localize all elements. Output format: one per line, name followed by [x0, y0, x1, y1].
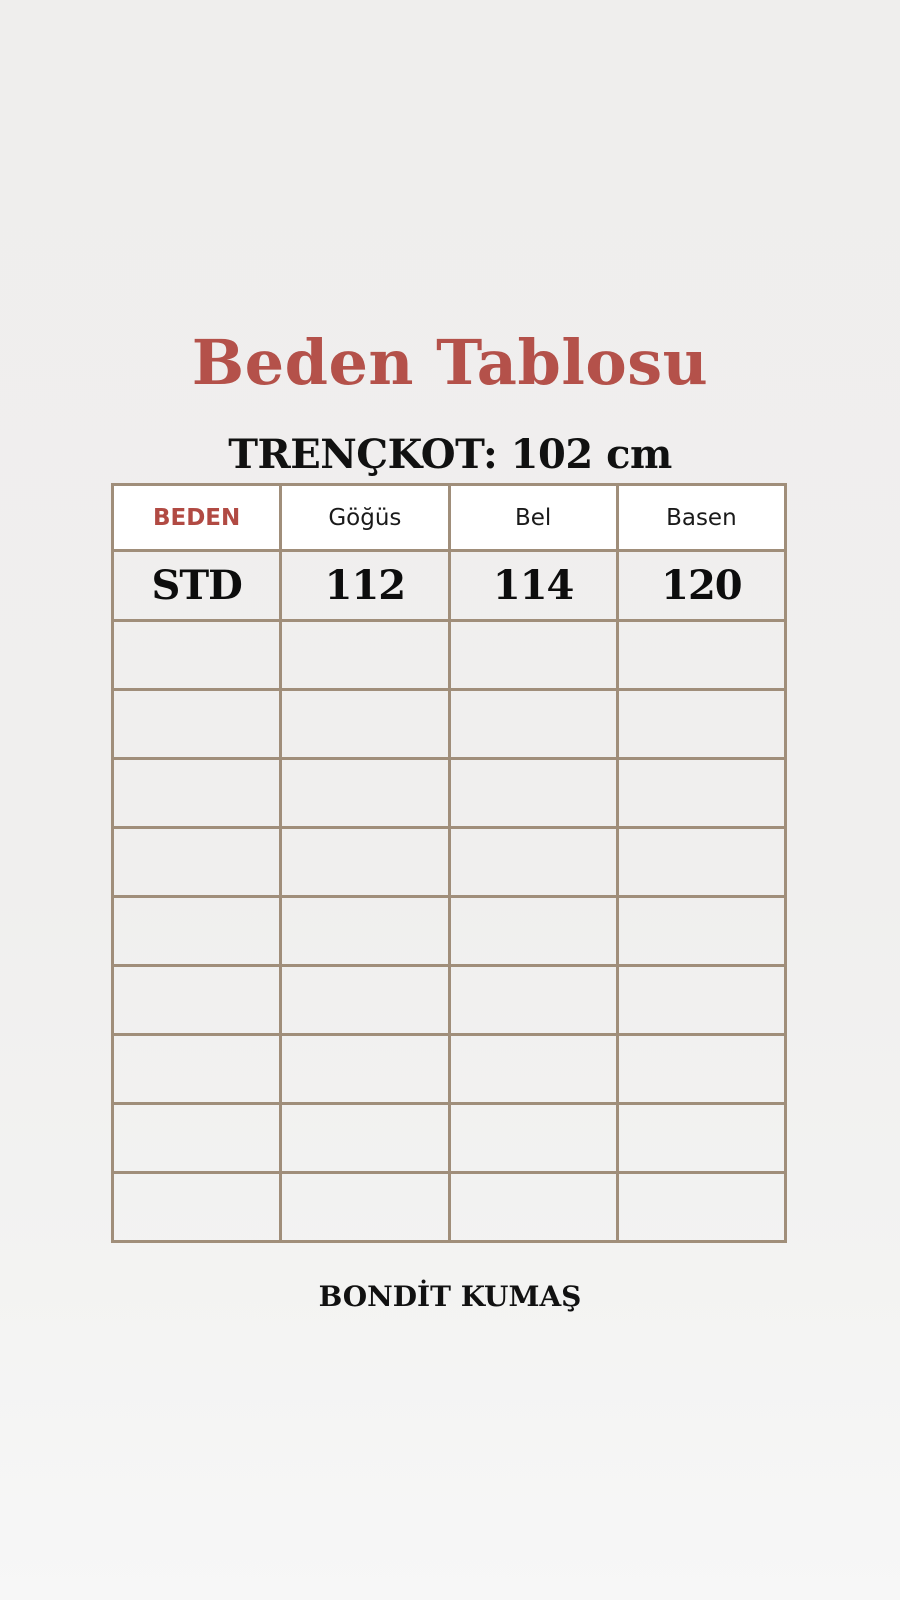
- empty-cell: [617, 1104, 785, 1173]
- empty-cell: [281, 690, 449, 759]
- empty-cell: [281, 1104, 449, 1173]
- cell-chest: 112: [281, 551, 449, 621]
- empty-cell: [281, 1035, 449, 1104]
- empty-cell: [449, 966, 617, 1035]
- empty-cell: [449, 897, 617, 966]
- cell-waist: 114: [449, 551, 617, 621]
- fabric-label: BONDİT KUMAŞ: [318, 1280, 582, 1313]
- empty-table-row: [113, 759, 786, 828]
- empty-cell: [281, 828, 449, 897]
- empty-table-row: [113, 1104, 786, 1173]
- empty-table-row: [113, 966, 786, 1035]
- empty-cell: [113, 621, 281, 690]
- size-table: [111, 483, 787, 1243]
- empty-cell: [281, 897, 449, 966]
- empty-table-row: [113, 1173, 786, 1242]
- table-row: [113, 551, 786, 621]
- empty-table-row: [113, 1035, 786, 1104]
- header-basen: Basen: [617, 485, 785, 551]
- empty-table-row: [113, 690, 786, 759]
- page-title: Beden Tablosu: [191, 326, 709, 399]
- header-gogus: Göğüs: [281, 485, 449, 551]
- empty-cell: [617, 621, 785, 690]
- empty-cell: [449, 621, 617, 690]
- empty-cell: [113, 1173, 281, 1242]
- empty-cell: [113, 1035, 281, 1104]
- empty-cell: [449, 828, 617, 897]
- header-beden: BEDEN: [113, 485, 281, 551]
- empty-cell: [617, 828, 785, 897]
- empty-cell: [113, 966, 281, 1035]
- empty-cell: [617, 690, 785, 759]
- product-length: TRENÇKOT: 102 cm: [228, 431, 672, 478]
- cell-size: STD: [113, 551, 281, 621]
- empty-table-row: [113, 621, 786, 690]
- empty-cell: [617, 897, 785, 966]
- empty-cell: [617, 966, 785, 1035]
- empty-cell: [617, 759, 785, 828]
- header-bel: Bel: [449, 485, 617, 551]
- empty-table-row: [113, 828, 786, 897]
- empty-cell: [113, 759, 281, 828]
- empty-cell: [449, 690, 617, 759]
- table-header-row: [113, 485, 786, 551]
- empty-cell: [449, 1035, 617, 1104]
- empty-cell: [449, 759, 617, 828]
- empty-cell: [113, 897, 281, 966]
- empty-cell: [281, 1173, 449, 1242]
- empty-cell: [449, 1173, 617, 1242]
- empty-cell: [281, 759, 449, 828]
- empty-cell: [113, 690, 281, 759]
- cell-hip: 120: [617, 551, 785, 621]
- empty-table-row: [113, 897, 786, 966]
- empty-cell: [617, 1035, 785, 1104]
- empty-cell: [281, 621, 449, 690]
- empty-cell: [113, 1104, 281, 1173]
- empty-cell: [281, 966, 449, 1035]
- empty-cell: [113, 828, 281, 897]
- empty-cell: [617, 1173, 785, 1242]
- empty-cell: [449, 1104, 617, 1173]
